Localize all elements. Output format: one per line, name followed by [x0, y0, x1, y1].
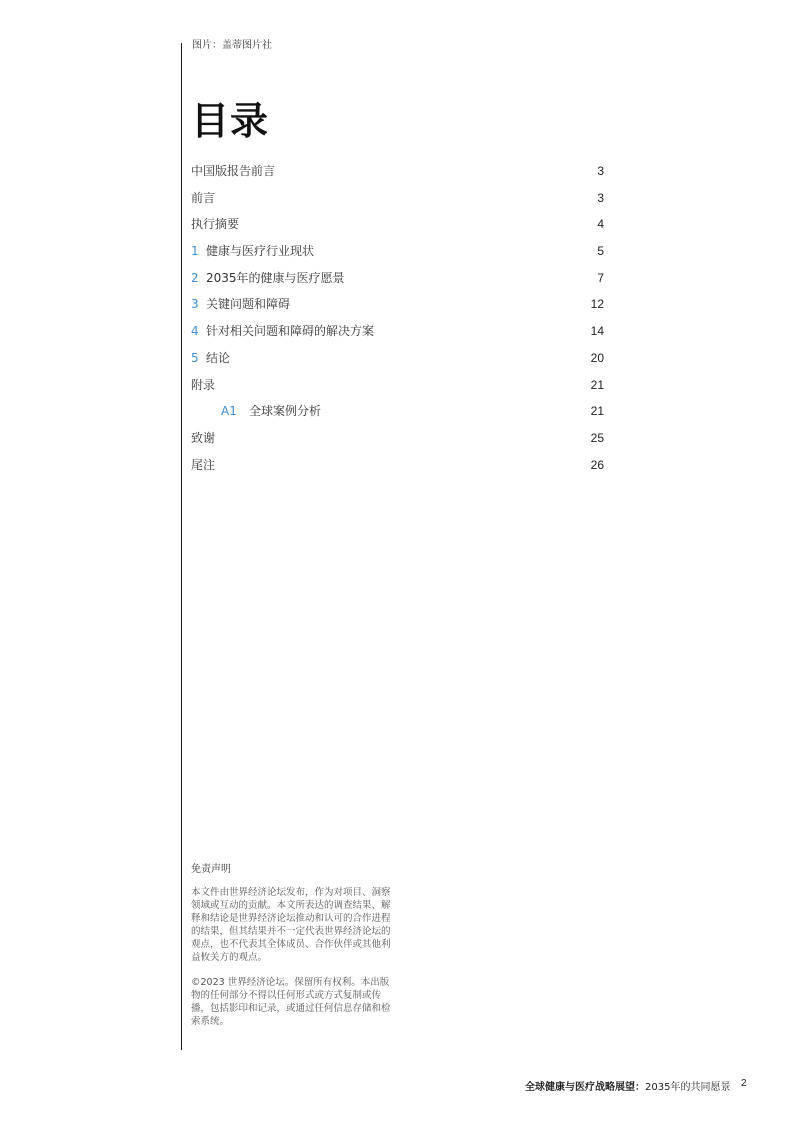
toc-number: 1: [191, 244, 199, 259]
toc-page: 14: [590, 324, 604, 339]
toc-page: 7: [597, 270, 604, 285]
toc-page: 3: [597, 164, 604, 178]
footer-report-title: [525, 1078, 730, 1093]
toc-number: A1: [221, 404, 237, 419]
toc-page: 26: [590, 457, 604, 472]
toc-number: 5: [191, 350, 199, 365]
toc-label: 尾注: [191, 457, 216, 472]
footer-title-main: 全球健康与医疗战略展望：: [525, 1082, 645, 1093]
page-title: 目录: [191, 99, 270, 143]
vertical-rule: [181, 43, 182, 1050]
toc-entry-chapter-5[interactable]: [191, 345, 604, 372]
toc-entry-chapter-4[interactable]: [191, 318, 604, 345]
toc-page: 25: [590, 430, 604, 445]
disclaimer-paragraph: 本文件由世界经济论坛发布，作为对项目、洞察领域或互动的贡献。本文所表达的调查结果、解释和结论是世界经济论坛推动和认可的合作进程的结果，但其结果并不一定代表世界经济论坛的观点，也不代表其全体成员、合作伙伴或其他利益攸关方的观点。: [191, 887, 391, 963]
toc-label: 全球案例分析: [249, 404, 322, 419]
toc-number: 4: [191, 324, 199, 339]
toc-label: 中国版报告前言: [191, 164, 276, 178]
toc-label: 针对相关问题和障碍的解决方案: [206, 324, 375, 339]
toc-entry-preface[interactable]: [191, 185, 604, 212]
toc-label: 健康与医疗行业现状: [206, 244, 315, 259]
toc-label: 附录: [191, 377, 216, 392]
copyright-paragraph: ©2023 世界经济论坛。保留所有权利。本出版物的任何部分不得以任何形式或方式复制或传播，包括影印和记录，或通过任何信息存储和检索系统。: [191, 977, 391, 1027]
toc-entry-chapter-3[interactable]: [191, 291, 604, 318]
footer-title-sub: 2035年的共同愿景: [645, 1082, 731, 1093]
toc-entry-chapter-2[interactable]: [191, 265, 604, 292]
disclaimer: [191, 860, 391, 1040]
toc-entry-preface-china[interactable]: [191, 158, 604, 185]
toc-label: 结论: [206, 350, 231, 365]
toc-page: 12: [590, 297, 604, 312]
toc-label: 前言: [191, 190, 216, 205]
toc-entry-appendix[interactable]: [191, 372, 604, 399]
toc-label: 2035年的健康与医疗愿景: [206, 270, 345, 285]
toc-entry-appendix-a1[interactable]: [191, 398, 604, 425]
toc-entry-endnotes[interactable]: [191, 452, 604, 479]
toc-page: 21: [590, 377, 604, 392]
table-of-contents: [191, 158, 604, 478]
photo-credit: 图片：盖蒂图片社: [192, 40, 272, 51]
page-number: 2: [741, 1078, 747, 1089]
toc-number: 2: [191, 270, 199, 285]
disclaimer-heading: 免责声明: [191, 864, 231, 875]
toc-page: 3: [597, 190, 604, 205]
toc-number: 3: [191, 297, 199, 312]
toc-page: 4: [597, 217, 604, 232]
toc-page: 20: [590, 350, 604, 365]
toc-entry-executive-summary[interactable]: [191, 211, 604, 238]
toc-entry-acknowledgements[interactable]: [191, 425, 604, 452]
toc-entry-chapter-1[interactable]: [191, 238, 604, 265]
toc-label: 执行摘要: [191, 217, 240, 232]
toc-label: 关键问题和障碍: [206, 297, 291, 312]
toc-label: 致谢: [191, 430, 216, 445]
toc-page: 21: [590, 404, 604, 419]
toc-page: 5: [597, 244, 604, 259]
